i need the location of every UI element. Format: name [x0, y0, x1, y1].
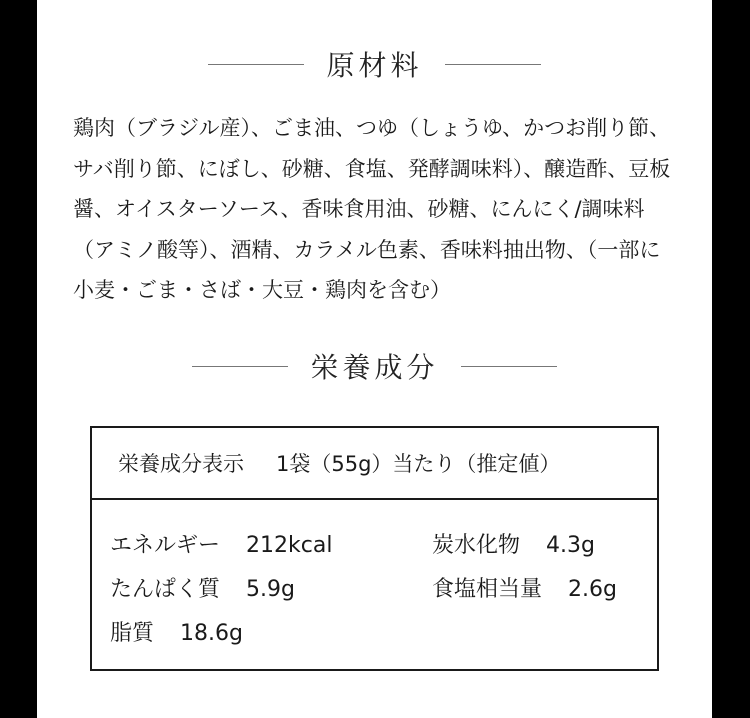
- nutrition-item-name: 食塩相当量: [432, 577, 543, 602]
- nutrition-item-value: 18.6g: [180, 621, 243, 646]
- nutrition-item-name: エネルギー: [110, 533, 221, 558]
- heading-rule-left: [192, 366, 288, 367]
- nutrition-table-basis: 1袋（55g）当たり（推定値）: [276, 452, 561, 476]
- nutrition-item-fat: [110, 616, 243, 647]
- nutrition-table: [90, 426, 659, 671]
- ingredients-heading-text: 原材料: [326, 49, 423, 82]
- nutrition-item-protein: [110, 572, 295, 603]
- nutrition-item-value: 2.6g: [568, 577, 617, 602]
- heading-rule-right: [445, 64, 541, 65]
- nutrition-item-salt: [432, 572, 617, 603]
- nutrition-item-value: 5.9g: [246, 577, 295, 602]
- ingredients-heading: [37, 44, 712, 84]
- nutrition-heading-text: 栄養成分: [310, 351, 439, 384]
- nutrition-item-name: 炭水化物: [432, 533, 521, 558]
- nutrition-table-header: [92, 428, 657, 500]
- nutrition-item-value: 212kcal: [246, 533, 333, 558]
- nutrition-item-value: 4.3g: [546, 533, 595, 558]
- heading-rule-left: [208, 64, 304, 65]
- nutrition-item-name: 脂質: [110, 621, 155, 646]
- heading-rule-right: [461, 366, 557, 367]
- nutrition-item-carbohydrate: [432, 528, 595, 559]
- nutrition-item-energy: [110, 528, 332, 559]
- product-info-panel: [37, 0, 712, 718]
- nutrition-heading: [37, 346, 712, 386]
- ingredients-list: 鶏肉（ブラジル産）、ごま油、つゆ（しょうゆ、かつお削り節、サバ削り節、にぼし、砂糖、食塩、発酵調味料）、醸造酢、豆板醤、オイスターソース、香味食用油、砂糖、にんにく/調味料（アミノ酸等）、酒精、カラメル色素、香味料抽出物、（一部に小麦・ごま・さば・大豆・鶏肉を含む）: [73, 116, 671, 302]
- nutrition-table-label: 栄養成分表示: [118, 452, 244, 476]
- nutrition-item-name: たんぱく質: [110, 577, 221, 602]
